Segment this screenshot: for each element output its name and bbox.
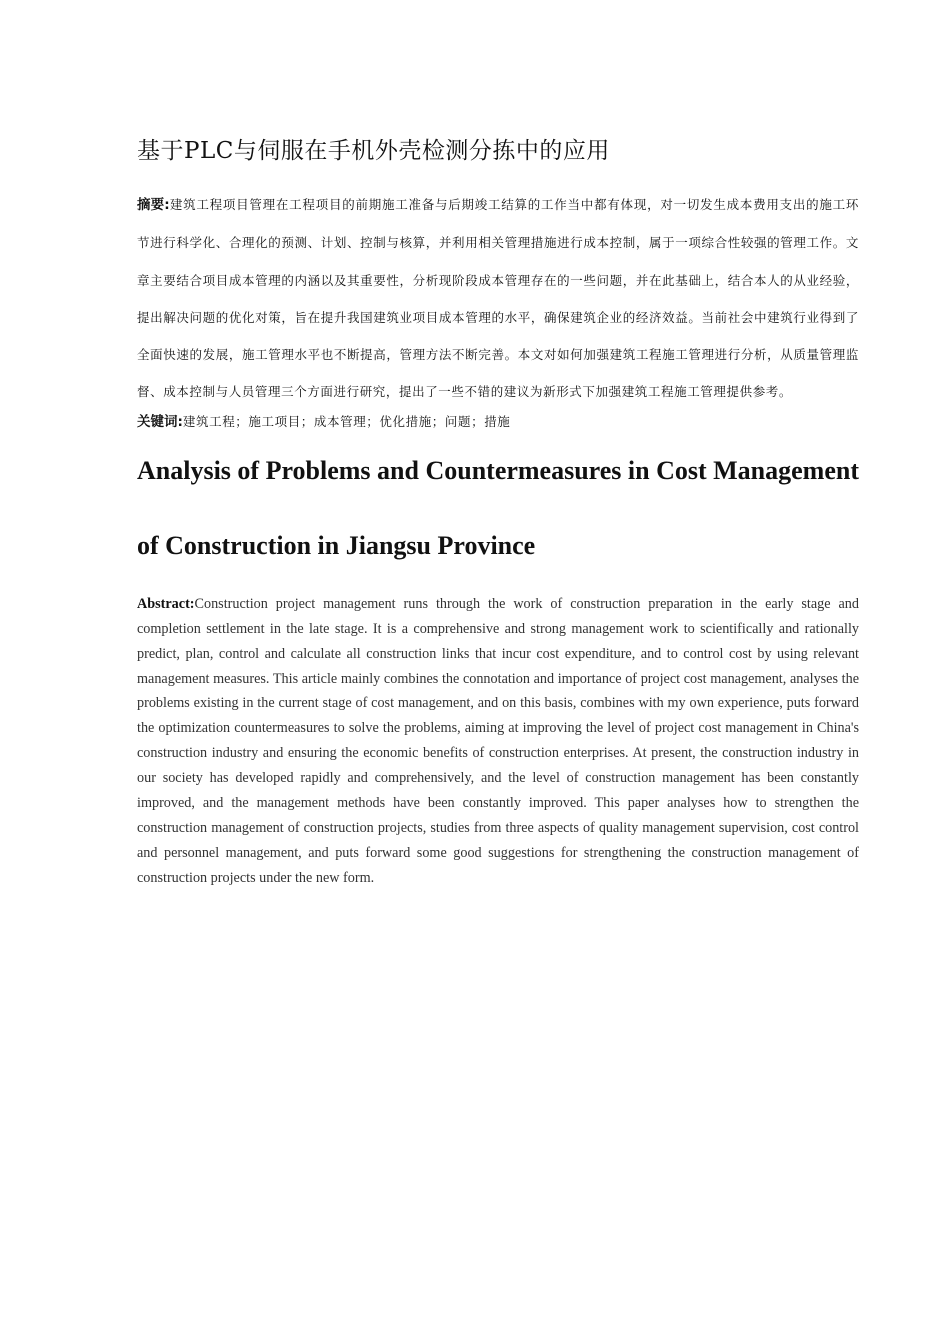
chinese-abstract-text: 建筑工程项目管理在工程项目的前期施工准备与后期竣工结算的工作当中都有体现，对一切发生成本费用支出的施工环节进行科学化、合理化的预测、计划、控制与核算，并利用相关管理措施进行成本控制，属于一项综合性较强的管理工作。文章主要结合项目成本管理的内涵以及其重要性，分析现阶段成本管理存在的一些问题，并在此基础上，结合本人的从业经验，提出解决问题的优化对策，旨在提升我国建筑业项目成本管理的水平，确保建筑企业的经济效益。当前社会中建筑行业得到了全面快速的发展，施工管理水平也不断提高，管理方法不断完善。本文对如何加强建筑工程施工管理进行分析，从质量管理监督、成本控制与人员管理三个方面进行研究，提出了一些不错的建议为新形式下加强建筑工程施工管理提供参考。 [137, 197, 860, 400]
chinese-keywords [137, 411, 859, 433]
paper-page [137, 134, 859, 891]
english-abstract-text: Construction project management runs through the work of construction preparation in the early stage and completion settlement in the late stage. It is a comprehensive and strong management work to scientifically and rationally predict, plan, control and calculate all construction links that incur cost expenditure, and to control cost by using relevant management measures. This article mainly combines the connotation and importance of project cost management, analyses the problems existing in the current stage of cost management, and on this basis, combines with my own experience, puts forward the optimization countermeasures to solve the problems, aiming at improving the level of project cost management in China's construction industry and ensuring the economic benefits of construction enterprises. At present, the construction industry in our society has developed rapidly and comprehensively, and the level of construction management has been constantly improved, and the management methods have been constantly improved. This paper analyses how to strengthen the construction management of construction projects, studies from three aspects of quality management supervision, cost control and personnel management, and puts forward some good suggestions for strengthening the construction management of construction projects under the new form. [137, 595, 859, 886]
chinese-keywords-text: 建筑工程；施工项目；成本管理；优化措施；问题；措施 [182, 413, 511, 429]
chinese-abstract-label: 摘要: [137, 197, 170, 213]
chinese-keywords-label: 关键词: [137, 413, 183, 430]
chinese-title: 基于PLC与伺服在手机外壳检测分拣中的应用 [137, 138, 610, 164]
english-title: Analysis of Problems and Countermeasures in Cost Management of Construction in Jiangsu Province [137, 455, 859, 560]
english-abstract-label: Abstract: [137, 595, 195, 612]
english-abstract [137, 592, 859, 891]
chinese-abstract [137, 186, 859, 411]
